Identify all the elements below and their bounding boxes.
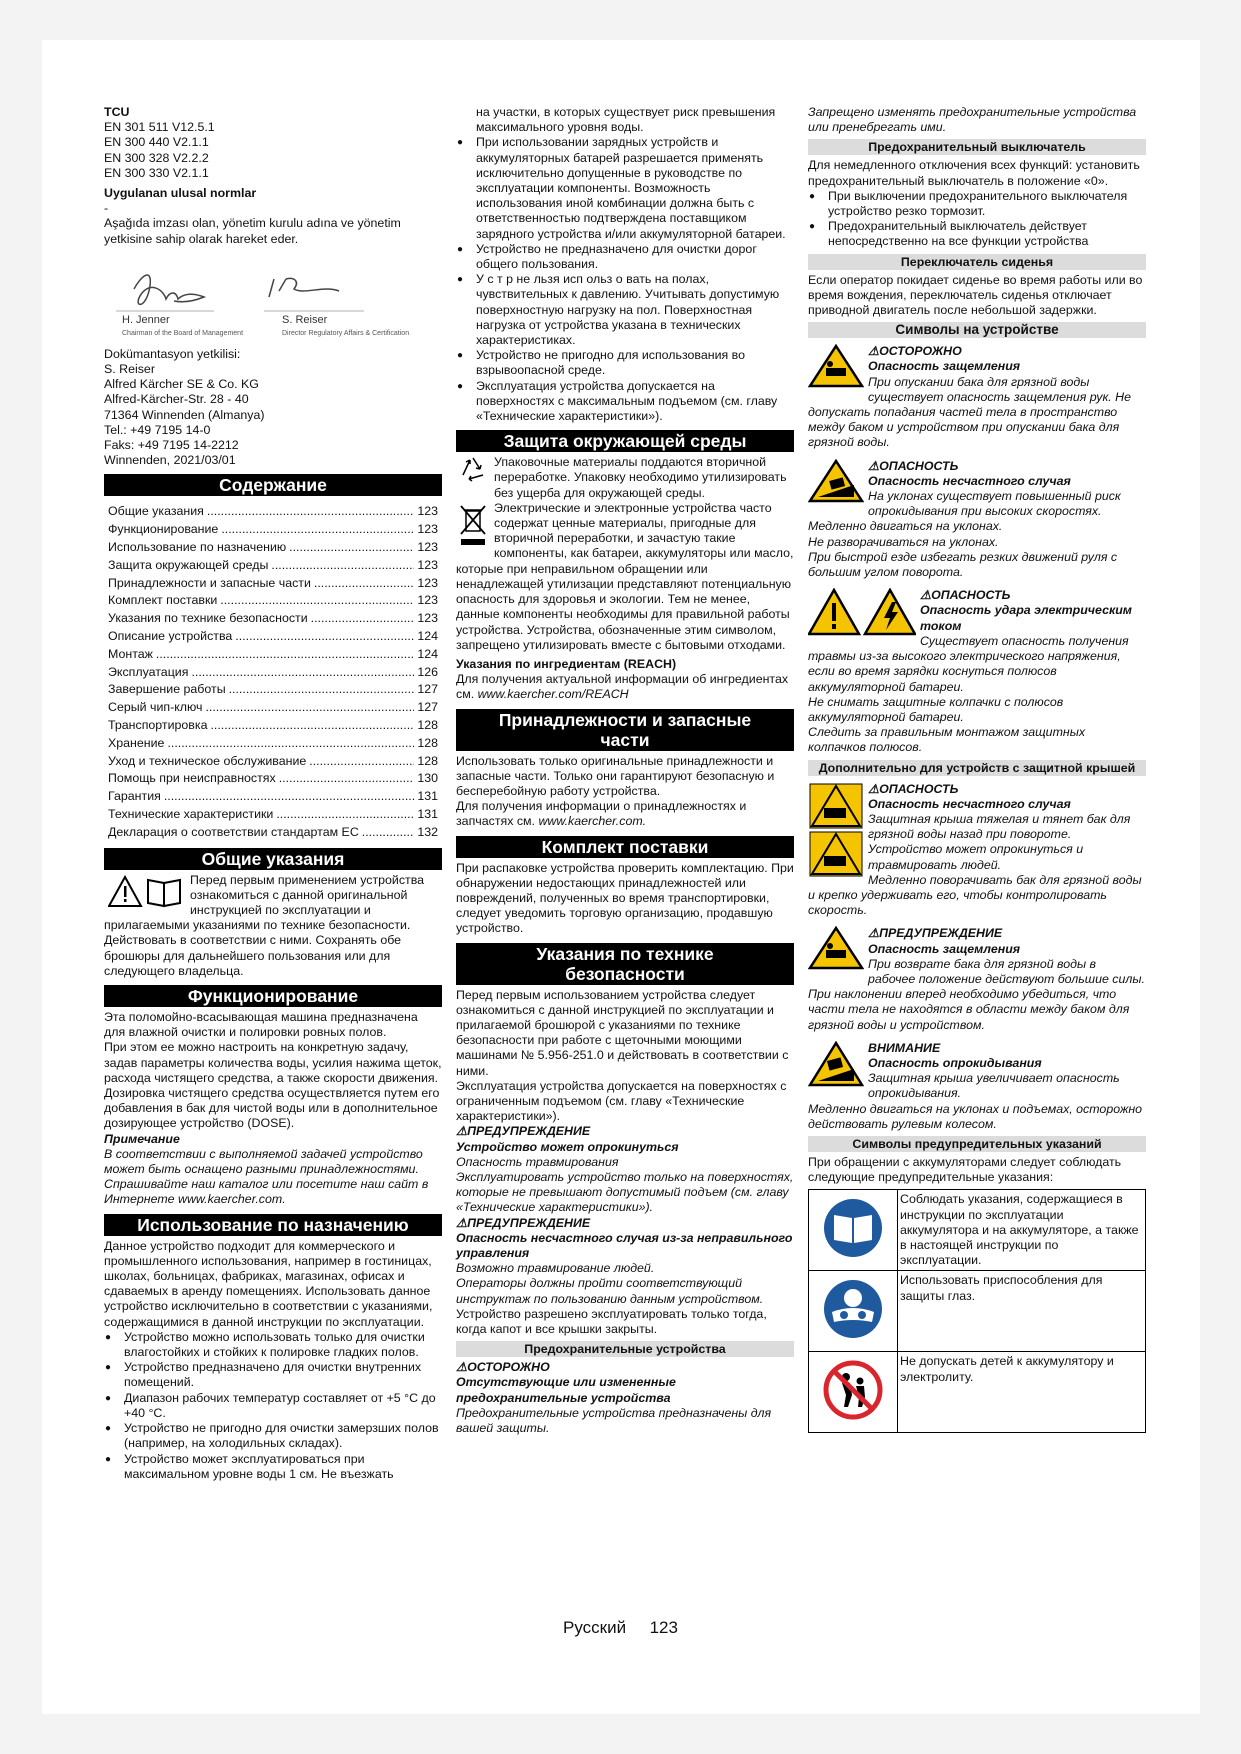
toc-entry[interactable]: Уход и техническое обслуживание ..... 128 <box>108 753 438 771</box>
doc-line: S. Reiser <box>104 362 155 377</box>
symbol-roof-tipping-caution <box>808 1041 1146 1132</box>
toc-entry[interactable]: Комплект поставки ..... 123 <box>108 592 438 610</box>
toc-entry[interactable]: Принадлежности и запасные части ..... 123 <box>108 575 438 593</box>
covers-closed-text: Устройство разрешено эксплуатировать только тогда, когда капот и все крышки закрыты. <box>456 1306 767 1337</box>
recycling-text: Упаковочные материалы поддаются вторичной переработке. Упаковку необходимо утилизировать без ущерба для окружающей среды. <box>494 455 787 500</box>
intended-use-heading: Использование по назначению <box>104 1214 442 1236</box>
toc-entry[interactable]: Указания по технике безопасности ..... 123 <box>108 610 438 628</box>
doc-line: Alfred Kärcher SE & Co. KG <box>104 377 259 392</box>
signer1-name: H. Jenner <box>122 313 170 326</box>
list-item: ● Диапазон рабочих температур составляет от +5 °C до +40 °C. <box>104 1391 442 1421</box>
protective-roof-heading: Дополнительно для устройств с защитной крышей <box>808 760 1146 776</box>
caution-label: ⚠ОСТОРОЖНО <box>456 1360 550 1375</box>
doc-line: Alfred-Kärcher-Str. 28 - 40 <box>104 392 249 407</box>
note-title: Примечание <box>104 1131 180 1146</box>
general-text: Перед первым применением устройства ознакомиться с данной оригинальной инструкцией по эксплуатации и прилагаемыми указаниями по технике безопасности. Действовать в соответствии с ними. Сохранять обе брошюры для дальнейшего пользования или для следующего владельца. <box>104 872 425 978</box>
toc-entry[interactable]: Серый чип-ключ ..... 127 <box>108 699 438 717</box>
warning-text: Операторы должны пройти соответствующий инструктаж по пользованию данным устройством. <box>456 1276 764 1306</box>
recycling-block <box>456 455 794 501</box>
toc-entry[interactable]: Гарантия ..... 131 <box>108 788 438 806</box>
symbol-line: При наклонении вперед необходимо убедиться, что части тела не находятся в области между баком для грязной воды и устройством. <box>808 987 1130 1032</box>
signer1-title: Chairman of the Board of Management <box>122 329 244 337</box>
footer-language: Русский <box>563 1618 627 1637</box>
warning-symbols-text: При обращении с аккумуляторами следует соблюдать следующие предупредительные указания: <box>808 1154 1122 1185</box>
doc-line: Tel.: +49 7195 14-0 <box>104 422 211 437</box>
toc-entry[interactable]: Декларация о соответствии стандартам ЕС ..... 132 <box>108 824 438 842</box>
battery-warnings-table <box>808 1189 1146 1433</box>
protective-intro: Запрещено изменять предохранительные устройства или пренебрегать ими. <box>808 105 1137 135</box>
seat-switch-text: Если оператор покидает сиденье во время работы или во время вождения, переключатель сиденья отключает приводной двигатель после небольшой задержки. <box>808 272 1143 318</box>
reach-link[interactable]: www.kaercher.com/REACH <box>477 687 629 702</box>
tcu-title: TCU <box>104 105 130 119</box>
signer2-title: Director Regulatory Affairs & Certification <box>282 329 410 337</box>
toc-entry[interactable]: Использование по назначению ..... 123 <box>108 539 438 557</box>
toc-entry[interactable]: Завершение работы ..... 127 <box>108 681 438 699</box>
crush-warning-icon <box>808 344 864 392</box>
symbol-label: ⚠ОПАСНОСТЬ <box>868 781 959 796</box>
symbol-text: При опускании бака для грязной воды существует опасность защемления рук. Не допускать попадания частей тела в пространство между баком и устройством при опускании бака для грязной воды. <box>808 374 1132 450</box>
recycling-icon <box>458 455 488 487</box>
tcu-line: EN 301 511 V12.5.1 <box>104 120 215 135</box>
column-2 <box>456 105 794 1436</box>
table-row <box>809 1190 1146 1271</box>
book-icon <box>809 1190 898 1271</box>
symbol-title: Опасность защемления <box>868 941 1021 956</box>
toc-entry[interactable]: Технические характеристики ..... 131 <box>108 806 438 824</box>
device-symbols-heading: Символы на устройстве <box>808 322 1146 338</box>
symbol-line: Не разворачиваться на уклонах. <box>808 534 999 549</box>
warning-title: Опасность несчастного случая из-за неправильного управления <box>456 1230 793 1260</box>
list-item: ● Эксплуатация устройства допускается на поверхностях с максимальным подъемом (см. главу «Технические характеристики»). <box>456 379 794 425</box>
page-footer <box>0 1620 1241 1635</box>
list-item: ● Устройство может эксплуатироваться при максимальном уровне воды 1 см. Не въезжать <box>104 1452 442 1482</box>
list-item: ● Предохранительный выключатель действует непосредственно на все функции устройства <box>808 219 1146 249</box>
symbol-label: ⚠ОПАСНОСТЬ <box>868 458 959 473</box>
symbol-title: Опасность несчастного случая <box>868 473 1071 488</box>
warning-label: ⚠ПРЕДУПРЕЖДЕНИЕ <box>456 1124 591 1139</box>
toc-entry[interactable]: Функционирование ..... 123 <box>108 521 438 539</box>
table-cell: Соблюдать указания, содержащиеся в инструкции по эксплуатации аккумулятора и на аккумуляторе, а также в настоящей инструкции по эксплуатации. <box>898 1190 1146 1271</box>
electric-warning-icons <box>808 588 916 640</box>
reach-paragraph <box>456 672 794 702</box>
symbol-roof-tipping <box>808 782 1146 919</box>
slope-warning-icon <box>808 459 864 507</box>
doc-line: Winnenden, 2021/03/01 <box>104 453 236 468</box>
symbol-title: Опасность защемления <box>868 359 1021 374</box>
reach-text: Для получения актуальной информации об ингредиентах см. <box>456 672 789 702</box>
toc-entry[interactable]: Транспортировка ..... 128 <box>108 717 438 735</box>
tcu-line: EN 300 440 V2.1.1 <box>104 135 209 150</box>
warning-symbols-heading: Символы предупредительных указаний <box>808 1136 1146 1152</box>
symbol-text: На уклонах существует повышенный риск опрокидывания при высоких скоростях. <box>868 489 1121 519</box>
national-norms-dash: - <box>104 201 109 216</box>
doc-line: Faks: +49 7195 14-2212 <box>104 438 239 453</box>
continued-text: на участки, в которых существует риск превышения максимального уровня воды. <box>476 105 776 135</box>
list-item: ● Устройство не пригодно для очистки замерзших полов (например, на холодильных складах). <box>104 1421 442 1451</box>
scope-of-delivery-heading: Комплект поставки <box>456 836 794 858</box>
general-notes <box>104 873 442 979</box>
caution-text: Предохранительные устройства предназначены для вашей защиты. <box>456 1405 772 1436</box>
table-row <box>809 1352 1146 1433</box>
symbol-line: Медленно двигаться на уклонах и подъемах, осторожно действовать рулевым колесом. <box>808 1101 1143 1131</box>
tcu-line: EN 300 328 V2.2.2 <box>104 150 209 165</box>
symbol-label: ⚠ПРЕДУПРЕЖДЕНИЕ <box>868 926 1003 941</box>
safety-text-2: Эксплуатация устройства допускается на поверхностях с ограниченным подъемом (см. главу «Технические характеристики»). <box>456 1078 787 1124</box>
column-1 <box>104 105 442 1482</box>
signatures-image <box>104 251 442 343</box>
table-cell: Не допускать детей к аккумулятору и электролиту. <box>898 1352 1146 1433</box>
environment-heading: Защита окружающей среды <box>456 430 794 452</box>
symbol-tipping-hazard <box>808 459 1146 581</box>
safety-heading: Указания по технике безопасности <box>456 943 794 985</box>
toc-entry[interactable]: Описание устройства ..... 124 <box>108 628 438 646</box>
symbol-electric-hazard <box>808 588 1146 755</box>
weee-block <box>456 501 794 653</box>
toc-entry[interactable]: Хранение ..... 128 <box>108 735 438 753</box>
usage-list <box>456 135 794 424</box>
symbol-return-crush <box>808 926 1146 1032</box>
function-heading: Функционирование <box>104 985 442 1007</box>
warning-text: Эксплуатировать устройство только на поверхностях, которые не превышают допустимый подъем (см. главу «Технические характеристики»). <box>456 1169 794 1215</box>
note-text: В соответствии с выполняемой задачей устройство может быть оснащено разными принадлежностями. Спрашивайте наш каталог или посетите наш сайт в Интернете www.kaercher.com. <box>104 1146 429 1207</box>
toc-entry[interactable]: Помощь при неисправностях ..... 130 <box>108 770 438 788</box>
warning-subtitle: Возможно травмирование людей. <box>456 1261 655 1276</box>
toc-entry[interactable]: Общие указания ..... 123 <box>108 503 438 521</box>
accessories-link[interactable]: www.kaercher.com. <box>538 814 647 829</box>
tcu-line: EN 300 330 V2.1.1 <box>104 165 209 180</box>
signer2-name: S. Reiser <box>282 313 328 326</box>
doc-line: Dokümantasyon yetkilisi: <box>104 346 241 361</box>
symbol-label: ⚠ОПАСНОСТЬ <box>920 588 1011 603</box>
symbol-label: ⚠ОСТОРОЖНО <box>868 344 962 359</box>
accessories-text-2: Для получения информации о принадлежностях и запчастях см. <box>456 799 747 829</box>
doc-line: 71364 Winnenden (Almanya) <box>104 407 265 422</box>
weee-text: Электрические и электронные устройства часто содержат ценные материалы, пригодные для вторичной переработки, и зачастую такие компоненты, как батареи, аккумуляторы или масло, которые при неправильном обращении или ненадлежащей утилизации представляют потенциальную опасность для здоровья и экологии. Тем не менее, данные компоненты необходимы для правильной работы устройства. Устройства, обозначенные этим символом, запрещено утилизировать вместе с бытовыми отходами. <box>456 500 794 652</box>
warning-label: ⚠ПРЕДУПРЕЖДЕНИЕ <box>456 1215 591 1230</box>
national-norms-title: Uygulanan ulusal normlar <box>104 186 257 201</box>
signature-statement: Aşağıda imzası olan, yönetim kurulu adına ve yönetim yetkisine sahip olarak hareket eder. <box>104 216 401 246</box>
list-item: ● Устройство не пригодно для использования во взрывоопасной среде. <box>456 348 794 378</box>
column-3 <box>808 105 1146 1433</box>
toc-heading: Содержание <box>104 474 442 496</box>
read-manual-icon <box>108 875 184 913</box>
seat-switch-heading: Переключатель сиденья <box>808 254 1146 270</box>
list-item: ● Устройство не предназначено для очистки дорог общего пользования. <box>456 242 794 272</box>
toc-entry[interactable]: Защита окружающей среды ..... 123 <box>108 557 438 575</box>
symbol-line: Медленно двигаться на уклонах. <box>808 519 1003 534</box>
goggles-icon <box>809 1271 898 1352</box>
scope-of-delivery-text: При распаковке устройства проверить комплектацию. При обнаружении недостающих принадлежностей или повреждений, полученных во время транспортировки, следует уведомить торговую организацию, продавшую устройство. <box>456 860 794 936</box>
caution-title: Отсутствующие или измененные предохранительные устройства <box>456 1375 676 1405</box>
symbol-text: Защитная крыша увеличивает опасность опрокидывания. <box>868 1071 1120 1101</box>
list-item: ● При выключении предохранительного выключателя устройство резко тормозит. <box>808 189 1146 219</box>
general-heading: Общие указания <box>104 848 442 870</box>
symbol-line: Медленно поворачивать бак для грязной воды и крепко удерживать его, чтобы контролировать скорость. <box>808 872 1142 918</box>
safety-switch-text: Для немедленного отключения всех функций: установить предохранительный выключатель в положение «0». <box>808 158 1140 188</box>
intended-use-list <box>104 1330 442 1482</box>
list-item: ● Устройство предназначено для очистки внутренних помещений. <box>104 1360 442 1390</box>
table-of-contents <box>104 499 442 841</box>
symbol-crush-hazard <box>808 344 1146 450</box>
function-text-1: Эта поломойно-всасывающая машина предназначена для влажной очистки и полировки ровных полов. <box>104 1010 418 1040</box>
symbol-text: Существует опасность получения травмы из-за высокого электрического напряжения, если во время зарядки коснуться полюсов аккумуляторной батареи. <box>808 633 1129 694</box>
crossed-bin-icon <box>458 503 488 551</box>
safety-switch-heading: Предохранительный выключатель <box>808 139 1146 155</box>
page-number: 123 <box>649 1618 678 1637</box>
protective-devices-heading: Предохранительные устройства <box>456 1341 794 1357</box>
toc-entry[interactable]: Эксплуатация ..... 126 <box>108 664 438 682</box>
table-row <box>809 1271 1146 1352</box>
list-item: ● Устройство можно использовать только для очистки влагостойких и стойких к полировке гладких полов. <box>104 1330 442 1360</box>
symbol-line: Следить за правильным монтажом защитных колпачков полюсов. <box>808 725 1086 755</box>
symbol-line: При быстрой езде избегать резких движений руля с большим углом поворота. <box>808 549 1118 580</box>
symbol-title: Опасность опрокидывания <box>868 1055 1042 1070</box>
table-cell: Использовать приспособления для защиты глаз. <box>898 1271 1146 1352</box>
accessories-heading: Принадлежности и запасные части <box>456 709 794 751</box>
intended-use-text: Данное устройство подходит для коммерческого и промышленного использования, например в гостиницах, школах, больницах, фабриках, магазинах, офисах и сдаваемых в аренду помещениях. Использовать данное устройство исключительно в соответствии с указаниями, содержащимися в данной инструкции по эксплуатации. <box>104 1238 433 1329</box>
toc-entry[interactable]: Монтаж ..... 124 <box>108 646 438 664</box>
reach-title: Указания по ингредиентам (REACH) <box>456 656 677 671</box>
safety-text-1: Перед первым использованием устройства следует ознакомиться с данной инструкцией по эксплуатации и прилагаемой брошюрой с указаниями по технике безопасности при работе с щеточными моющими машинами № 5.956-251.0 и действовать в соответствии с ними. <box>456 987 789 1078</box>
safety-switch-list <box>808 189 1146 250</box>
tipping-warning-icon <box>808 1041 864 1091</box>
accessories-paragraph <box>456 799 794 829</box>
signature-block <box>104 251 442 343</box>
symbol-title: Опасность удара электрическим током <box>920 603 1132 633</box>
no-children-icon <box>809 1352 898 1433</box>
roof-tipping-icons <box>808 782 864 882</box>
warning-subtitle: Опасность травмирования <box>456 1154 619 1169</box>
symbol-text: Защитная крыша тяжелая и тянет бак для грязной воды назад при повороте. Устройство может опрокинуться и травмировать людей. <box>868 811 1131 872</box>
symbol-text: При возврате бака для грязной воды в рабочее положение действуют большие силы. <box>868 956 1145 986</box>
list-item: ● У с т р не льзя исп ольз о вать на полах, чувствительных к давлению. Учитывать допустимую поверхностную нагрузку на пол. Поверхностная нагрузка от устройства указана в технических характеристиках. <box>456 272 794 348</box>
symbol-line: Не снимать защитные колпачки с полюсов аккумуляторной батареи. <box>808 694 1064 724</box>
symbol-title: Опасность несчастного случая <box>868 796 1071 811</box>
warning-title: Устройство может опрокинуться <box>456 1139 679 1154</box>
list-item: ● При использовании зарядных устройств и аккумуляторных батарей разрешается применять исключительно допущенные в руководстве по эксплуатации компоненты. Возможность использования иной комбинации должна быть с ответственностью подтверждена поставщиком зарядного устройства и/или аккумуляторной батареи. <box>456 135 794 241</box>
crush-warning-icon <box>808 926 864 974</box>
function-text-2: При этом ее можно настроить на конкретную задачу, задав параметры количества воды, усилия нажима щеток, расхода чистящего средства, а также скорости движения. Дозировка чистящего средства осуществляется путем его добавления в бак для чистой воды или в дополнительное дозирующее устройство (DOSE). <box>104 1040 442 1131</box>
accessories-text-1: Использовать только оригинальные принадлежности и запасные части. Только они гарантируют безопасную и бесперебойную работу устройства. <box>456 753 775 798</box>
symbol-label: ВНИМАНИЕ <box>868 1040 941 1055</box>
